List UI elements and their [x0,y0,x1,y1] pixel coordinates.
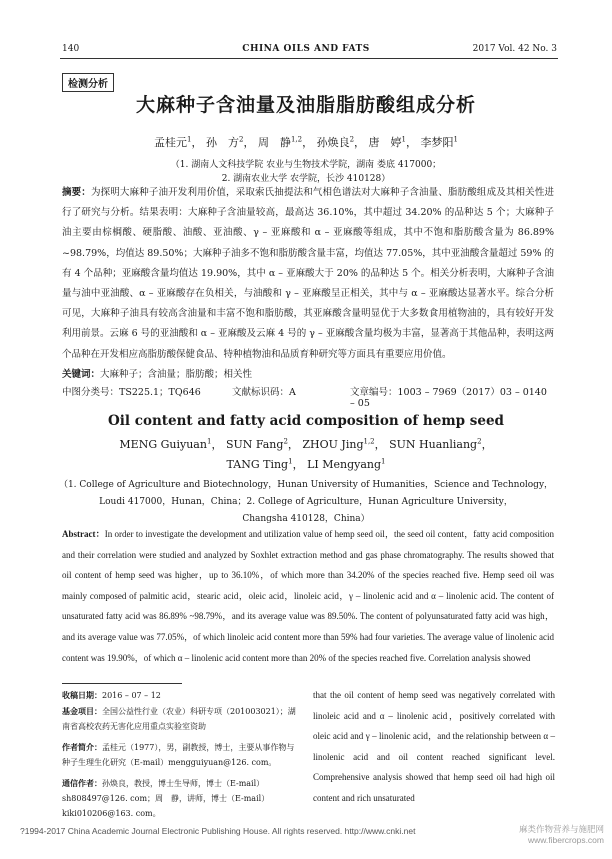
footnote-fund [62,704,302,734]
cn-classification [62,384,554,409]
fund-label: 基金项目： [62,706,102,716]
cn-keywords [62,366,554,380]
article-number: 文章编号：1003 – 7969（2017）03 – 0140 – 05 [350,387,547,409]
watermark-line2: www.fibercrops.com [527,835,604,845]
author-bio-label: 作者简介： [62,742,102,752]
cn-authors: 孟桂元$^1$， 孙 方$^2$， 周 静$^{1,2}$， 孙焕良$^2$， 唐 婷$^1$， 李梦阳$^1$ [154,135,458,149]
cn-author-5: 唐 婷$^1$ [368,135,407,149]
en-author-6: LI Mengyang$^1$ [307,457,386,471]
doc-code: 文献标识码：A [232,387,296,398]
corresponding-label: 通信作者： [62,778,102,788]
en-author-4: SUN Huanliang$^2$ [389,437,482,451]
site-watermark [519,824,604,846]
fund-text: 全国公益性行业（农业）科研专项（201003021）；湖南省高校农药无害化应用重点实验室资助 [62,707,296,731]
en-author-5: TANG Ting$^1$ [226,457,293,471]
en-affiliation-3: Changsha 410128，China） [242,514,370,524]
cn-affiliation-2: 2. 湖南农业大学 农学院，长沙 410128） [221,174,391,184]
section-tag: 检测分析 [62,73,114,92]
clc-label: 中图分类号： [62,387,120,398]
en-author-2: SUN Fang$^2$ [225,437,288,451]
corresponding-text: 孙焕良，教授，博士生导师，博士（E-mail）sh808497@126. com；周 静，讲师，博士（E-mail）kiki010206@163. com。 [62,779,270,818]
cn-author-6: 李梦阳$^1$ [420,135,458,149]
author-bio-text: 孟桂元（1977），男，副教授，博士，主要从事作物与种子生理生化研究（E-mail）mengguiyuan@126. com。 [62,743,295,767]
cn-abstract-text: 为探明大麻种子油开发利用价值，采取索氏抽提法和气相色谱法对大麻种子含油量、脂肪酸组成及其相关性进行了研究与分析。结果表明：大麻种子含油量较高，最高达 36.10%，其中超过 34.20% 的品种达 5 个；大麻种子油主要由棕榈酸、硬脂酸、油酸、亚油酸、γ – 亚麻酸和 α – 亚麻酸等组成，其中不饱和脂肪酸含量为 86.89% ~98.79%，均值达 89.50%；大麻种子油多不饱和脂肪酸含量丰富，均值达 77.05%，其中亚油酸含量超过 59% 的有 4 个品种；亚麻酸含量均值达 19.90%，其中 α – 亚麻酸大于 20% 的品种达 5 个。相关分析表明，大麻种子含油量与油中亚油酸、α – 亚麻酸存在负相关，与油酸和 γ – 亚麻酸呈正相关，其中与 α – 亚麻酸达显著水平。综合分析可见，大麻种子油具有较高含油量和丰富不饱和脂肪酸，其亚麻酸含量明显优于大多数食用植物油的，具有较好开发利用前景。云麻 6 号的亚油酸和 α – 亚麻酸及云麻 4 号的 γ – 亚麻酸含量均极为丰富，显著高于其他品种，表明这两个品种在开发相应高脂肪酸保健食品、特种植物油和品质育种研究等方面具有重要应用价值。 [62,187,554,360]
cn-affiliation-1: （1. 湖南人文科技学院 农业与生物技术学院，湖南 娄底 417000； [170,160,442,170]
clc-value: TS225.1；TQ646 [119,387,201,398]
cn-abstract [62,183,554,365]
en-affiliation-2: Loudi 417000，Hunan，China；2. College of Agriculture，Hunan Agriculture University， [99,497,513,507]
watermark-line1: 麻类作物营养与施肥网 [518,824,604,834]
cn-author-3: 周 静$^{1,2}$ [257,135,303,149]
received-label: 收稿日期： [62,690,102,700]
footnote-received [62,688,302,703]
cn-author-2: 孙 方$^2$ [205,135,244,149]
en-abstract-text: In order to investigate the development and utilization value of hemp seed oil，the seed oil content，fatty acid composition and their correlation were studied and analyzed by Soxhlet extraction method and gas phase chromatography. The results showed that oil content of hemp seed was higher，up to 36.10%，of which more than 34.20% of the species reached five. Hemp seed oil was mainly composed of palmitic acid，stearic acid，oleic acid，linoleic acid，γ – linolenic acid and α – linolenic acid. The content of unsaturated fatty acid was 86.89% ~98.79%，and its average value was 89.50%. The content of polyunsaturated fatty acid was high，and its average value was 77.05%，of which linoleic acid content more than 59% had four varieties. The average value of linolenic acid content was 19.90%，of which α – linolenic acid content more than 20% of the species reached five. Correlation analysis showed [62,529,554,663]
header-rule [60,58,558,59]
en-authors-line2: TANG Ting$^1$， LI Mengyang$^1$ [226,457,386,471]
en-abstract-label: Abstract： [62,529,105,539]
footnote-corresponding [62,776,302,821]
cn-keywords-text: 大麻种子；含油量；脂肪酸；相关性 [100,369,253,380]
en-author-3: ZHOU Jing$^{1,2}$ [302,437,375,451]
cn-keywords-label: 关键词： [62,369,101,380]
en-title: Oil content and fatty acid composition of hemp seed [108,413,504,429]
received-date: 2016 – 07 – 12 [102,691,161,700]
journal-issue: 2017 Vol. 42 No. 3 [472,44,557,54]
cn-title: 大麻种子含油量及油脂脂肪酸组成分析 [135,94,476,116]
cn-author-4: 孙焕良$^2$ [316,135,355,149]
en-abstract [62,524,554,668]
en-abstract-continued: that the oil content of hemp seed was negatively correlated with linoleic acid and α – linolenic acid，positively correlated with oleic acid and γ – linolenic acid，and the relationship between α – linolenic acid and oil content reached significant level. Comprehensive analysis showed that hemp seed oil had high oil content and rich unsaturated [313,690,555,803]
cn-abstract-label: 摘要： [62,187,91,198]
page-number: 140 [62,44,80,54]
journal-name: CHINA OILS AND FATS [242,44,370,54]
cn-author-1: 孟桂元$^1$ [154,135,192,149]
en-author-1: MENG Guiyuan$^1$ [119,437,212,451]
en-authors-line1: MENG Guiyuan$^1$， SUN Fang$^2$， ZHOU Jing$^{1,2}$， SUN Huanliang$^2$， [119,437,493,451]
footnote-author [62,740,302,770]
en-affiliation-1: （1. College of Agriculture and Biotechnology，Hunan University of Humanities，Science and Technology， [58,480,554,490]
footnote-rule [62,683,182,684]
copyright-notice: ?1994-2017 China Academic Journal Electronic Publishing House. All rights reserved. http://www.cnki.net [20,826,416,836]
